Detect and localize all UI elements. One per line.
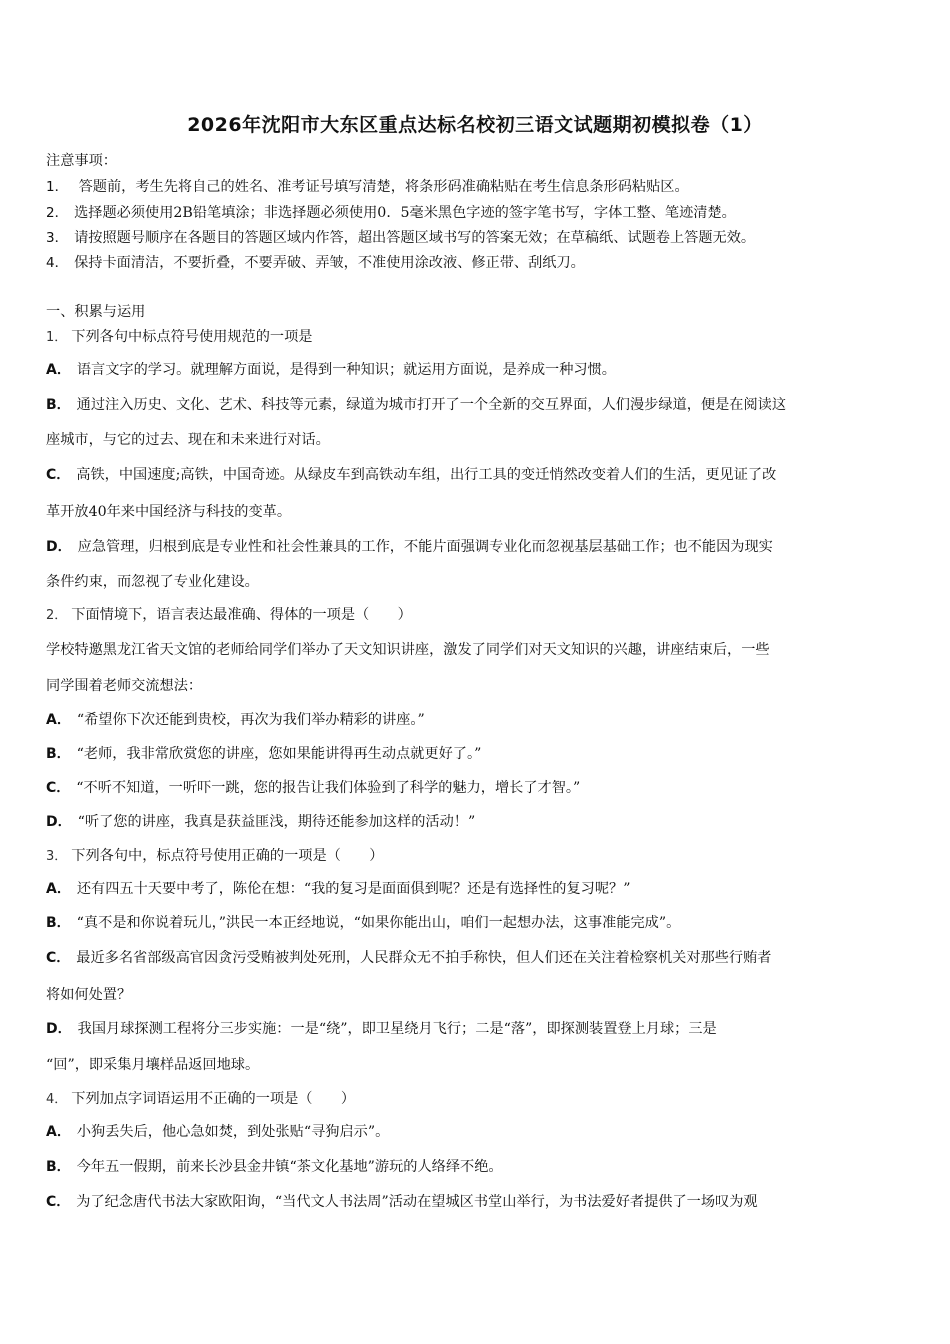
q2-option-d [46, 812, 908, 832]
question-number: 1． [46, 330, 68, 345]
q2-context-cont: 同学围着老师交流想法： [46, 678, 203, 694]
q2-option-a [46, 710, 908, 730]
q2-option-b [46, 744, 908, 764]
q4-option-b [46, 1157, 908, 1177]
option-label: B． [46, 915, 71, 931]
question-stem-text: 下列各句中标点符号使用规范的一项是 [71, 329, 313, 345]
option-text: 还有四五十天要中考了，陈伦在想：“我的复习是面面俱到呢？还是有选择性的复习呢？” [76, 881, 631, 897]
option-label: C． [46, 1194, 71, 1210]
q3-option-c [46, 948, 908, 968]
notice-item [46, 253, 908, 273]
option-label: C． [46, 950, 71, 966]
option-text: 最近多名省部级高官因贪污受贿被判处死刑，人民群众无不拍手称快，但人们还在关注着检察机关对那些行贿者 [76, 950, 772, 966]
notice-item-number: 2． [46, 205, 69, 221]
q3-option-a [46, 879, 908, 899]
q4-option-a [46, 1122, 908, 1142]
section-heading: 一、积累与运用 [46, 304, 146, 320]
option-label: A． [46, 881, 71, 897]
q2-context: 学校特邀黑龙江省天文馆的老师给同学们举办了天文知识讲座，激发了同学们对天文知识的兴趣，讲座结束后，一些 [46, 642, 770, 658]
notice-item [46, 228, 908, 248]
notice-item-text: 保持卡面清洁，不要折叠，不要弄破、弄皱，不准使用涂改液、修正带、刮纸刀。 [74, 255, 585, 271]
option-text: “真不是和你说着玩儿，”洪民一本正经地说，“如果你能出山，咱们一起想办法，这事准能完成”。 [76, 915, 681, 931]
notice-item [46, 203, 908, 223]
q4-option-c [46, 1192, 908, 1212]
question-1-stem [46, 327, 908, 348]
option-label: B． [46, 746, 71, 762]
notice-item [46, 177, 908, 197]
option-label: C． [46, 780, 71, 796]
notice-item-number: 1． [46, 179, 69, 195]
question-stem-text: 下列各句中，标点符号使用正确的一项是（ ） [71, 848, 384, 864]
q1-option-b [46, 395, 908, 415]
option-label: B． [46, 397, 71, 413]
option-label: D． [46, 539, 72, 555]
notice-heading: 注意事项： [46, 153, 117, 169]
notice-item-number: 4． [46, 255, 69, 271]
option-text: 为了纪念唐代书法大家欧阳询，“当代文人书法周”活动在望城区书堂山举行，为书法爱好者提供了一场叹为观 [76, 1194, 758, 1210]
option-text: 小狗丢失后，他心急如焚，到处张贴“寻狗启示”。 [76, 1124, 390, 1140]
question-3-stem [46, 846, 908, 867]
option-text: 通过注入历史、文化、艺术、科技等元素，绿道为城市打开了一个全新的交互界面，人们漫步绿道，便是在阅读这 [76, 397, 787, 413]
option-label: B． [46, 1159, 71, 1175]
option-label: A． [46, 1124, 71, 1140]
q3-option-b [46, 913, 908, 933]
question-stem-text: 下列加点字词语运用不正确的一项是（ ） [71, 1091, 356, 1107]
notice-item-text: 答题前，考生先将自己的姓名、准考证号填写清楚，将条形码准确粘贴在考生信息条形码粘贴区。 [74, 179, 689, 195]
question-number: 2． [46, 608, 68, 623]
option-text: “老师，我非常欣赏您的讲座，您如果能讲得再生动点就更好了。” [76, 746, 482, 762]
option-label: D． [46, 814, 72, 830]
option-text: “希望你下次还能到贵校，再次为我们举办精彩的讲座。” [76, 712, 425, 728]
q1-option-b-cont: 座城市，与它的过去、现在和未来进行对话。 [46, 432, 330, 448]
q1-option-c-cont: 革开放40年来中国经济与科技的变革。 [46, 504, 292, 520]
q1-option-c [46, 465, 908, 485]
option-label: D． [46, 1021, 72, 1037]
q1-option-d-cont: 条件约束，而忽视了专业化建设。 [46, 574, 259, 590]
question-number: 3． [46, 849, 68, 864]
option-text: 今年五一假期，前来长沙县金井镇“茶文化基地”游玩的人络绎不绝。 [76, 1159, 503, 1175]
q3-option-d-cont: “回”，即采集月壤样品返回地球。 [46, 1057, 260, 1073]
question-stem-text: 下面情境下，语言表达最准确、得体的一项是（ ） [71, 607, 412, 623]
notice-item-number: 3． [46, 230, 69, 246]
q1-option-d [46, 537, 908, 557]
option-label: C． [46, 467, 71, 483]
option-text: 语言文字的学习。就理解方面说，是得到一种知识；就运用方面说，是养成一种习惯。 [76, 362, 616, 378]
option-label: A． [46, 362, 71, 378]
q2-option-c [46, 778, 908, 798]
page-title: 2026年沈阳市大东区重点达标名校初三语文试题期初模拟卷（1） [187, 114, 763, 136]
question-4-stem [46, 1089, 908, 1110]
q3-option-d [46, 1019, 908, 1039]
q3-option-c-cont: 将如何处置？ [46, 987, 132, 1003]
notice-item-text: 请按照题号顺序在各题目的答题区域内作答，超出答题区域书写的答案无效；在草稿纸、试题卷上答题无效。 [74, 230, 756, 246]
option-text: 我国月球探测工程将分三步实施：一是“绕”，即卫星绕月飞行；二是“落”，即探测装置登上月球；三是 [77, 1021, 717, 1037]
notice-item-text: 选择题必须使用2B铅笔填涂；非选择题必须使用0．5毫米黑色字迹的签字笔书写，字体工整、笔迹清楚。 [74, 205, 736, 221]
option-text: 应急管理，归根到底是专业性和社会性兼具的工作，不能片面强调专业化而忽视基层基础工作；也不能因为现实 [77, 539, 773, 555]
option-text: 高铁，中国速度;高铁，中国奇迹。从绿皮车到高铁动车组，出行工具的变迁悄然改变着人们的生活，更见证了改 [76, 467, 777, 483]
question-2-stem [46, 605, 908, 626]
question-number: 4． [46, 1092, 68, 1107]
q1-option-a [46, 360, 908, 380]
option-text: “不听不知道，一听吓一跳，您的报告让我们体验到了科学的魅力，增长了才智。” [76, 780, 581, 796]
option-label: A． [46, 712, 71, 728]
option-text: “听了您的讲座，我真是获益匪浅，期待还能参加这样的活动！” [77, 814, 476, 830]
